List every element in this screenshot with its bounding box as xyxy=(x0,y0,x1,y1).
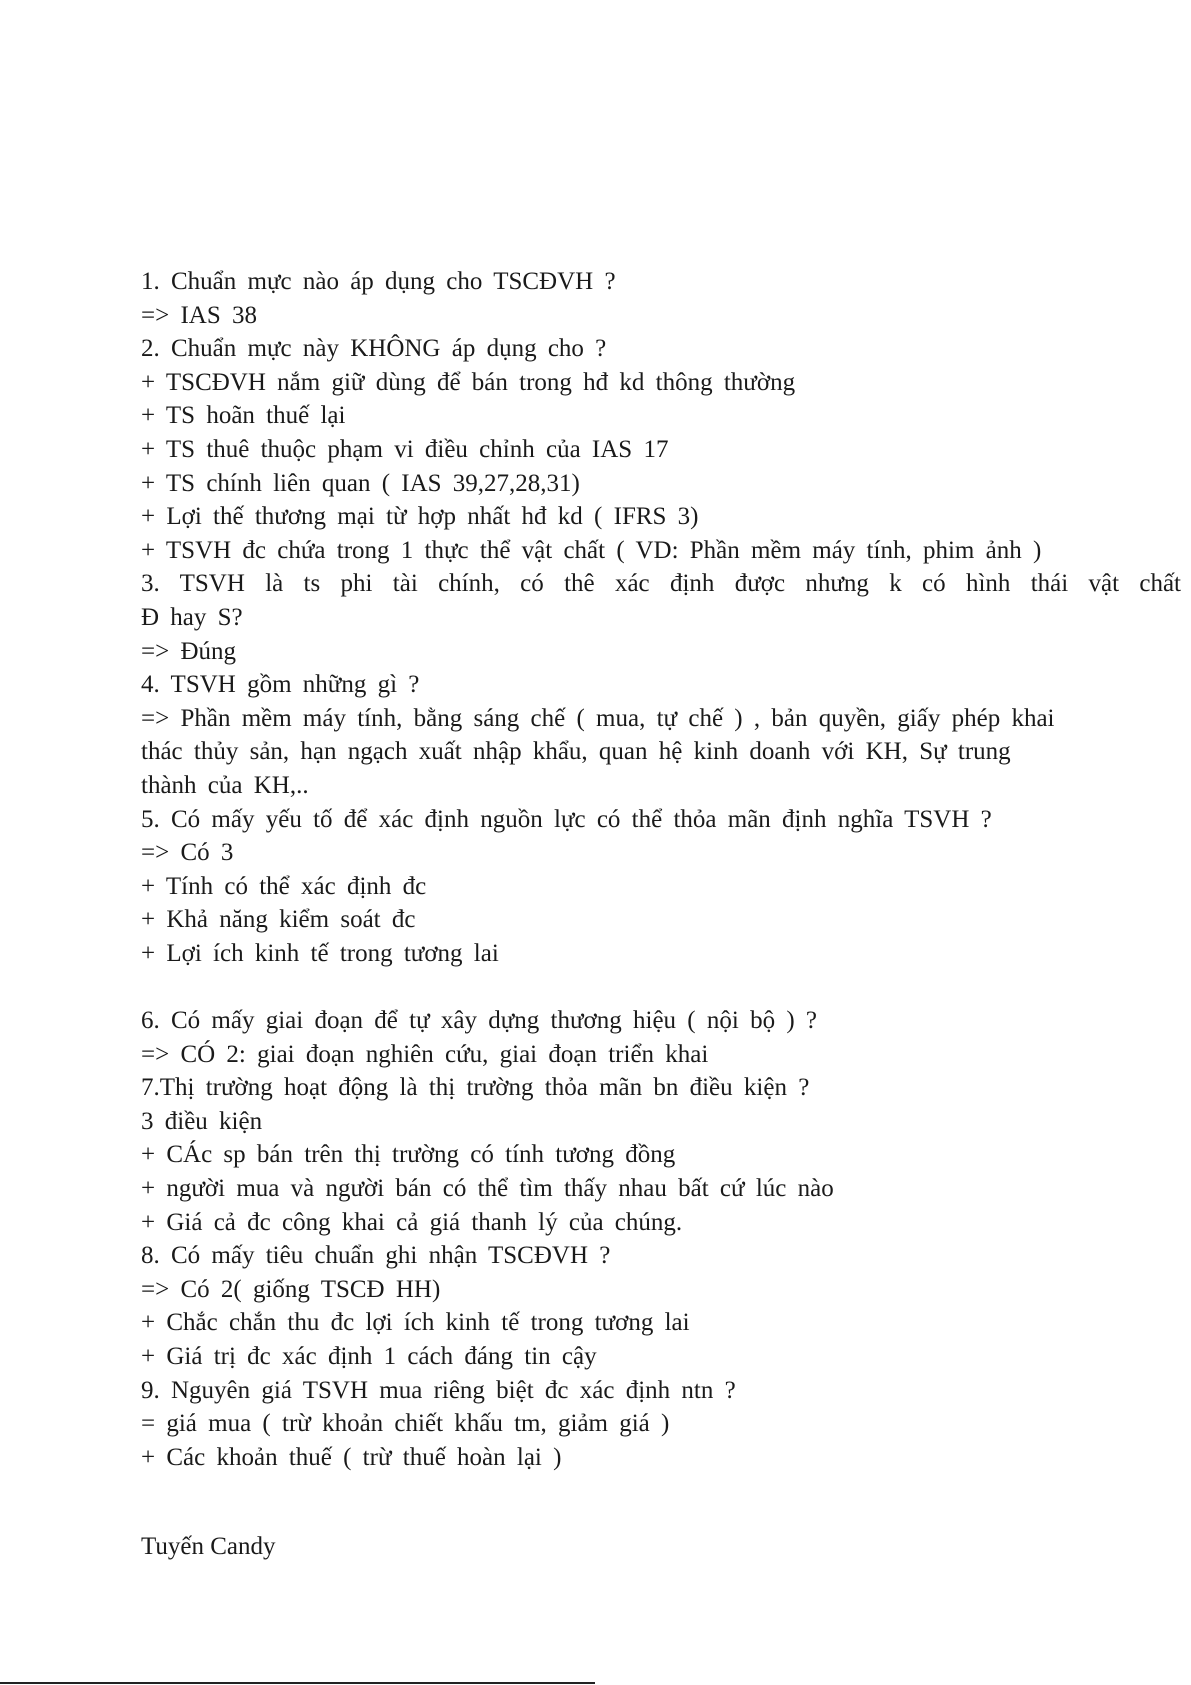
answer-5: => Có 3 xyxy=(141,839,234,867)
blank-line xyxy=(141,970,1181,1004)
author-signature: Tuyến Candy xyxy=(141,1533,276,1560)
answer-2-item: + TSCĐVH nắm giữ dùng để bán trong hđ kd thông thường xyxy=(141,368,796,396)
answer-3: => Đúng xyxy=(141,637,237,665)
answer-2-item: + TSVH đc chứa trong 1 thực thể vật chất ( VD: Phần mềm máy tính, phim ảnh ) xyxy=(141,536,1042,564)
answer-7-item: + Giá cả đc công khai cả giá thanh lý của chúng. xyxy=(141,1208,683,1236)
question-4: 4. TSVH gồm những gì ? xyxy=(141,671,420,699)
question-6: 6. Có mấy giai đoạn để tự xây dựng thương hiệu ( nội bộ ) ? xyxy=(141,1007,817,1035)
answer-2-item: + TS thuê thuộc phạm vi điều chỉnh của IAS 17 xyxy=(141,435,669,463)
answer-5-item: + Lợi ích kinh tế trong tương lai xyxy=(141,939,499,967)
document-body xyxy=(141,265,1181,1474)
answer-4: => Phần mềm máy tính, bằng sáng chế ( mua, tự chế ) , bản quyền, giấy phép khai xyxy=(141,704,1055,732)
answer-2-item: + Lợi thế thương mại từ hợp nhất hđ kd ( IFRS 3) xyxy=(141,503,699,531)
answer-6: => CÓ 2: giai đoạn nghiên cứu, giai đoạn triển khai xyxy=(141,1040,709,1068)
answer-1: => IAS 38 xyxy=(141,301,257,329)
answer-4-cont: thác thủy sản, hạn ngạch xuất nhập khẩu, quan hệ kinh doanh với KH, Sự trung xyxy=(141,738,1011,766)
question-9: 9. Nguyên giá TSVH mua riêng biệt đc xác định ntn ? xyxy=(141,1376,736,1404)
answer-8-item: + Giá trị đc xác định 1 cách đáng tin cậy xyxy=(141,1343,597,1370)
answer-2-item: + TS hoãn thuế lại xyxy=(141,402,346,430)
question-3-cont: Đ hay S? xyxy=(141,603,243,631)
question-1: 1. Chuẩn mực nào áp dụng cho TSCĐVH ? xyxy=(141,268,616,295)
answer-8: => Có 2( giống TSCĐ HH) xyxy=(141,1275,441,1303)
question-5: 5. Có mấy yếu tố để xác định nguồn lực có thể thỏa mãn định nghĩa TSVH ? xyxy=(141,805,992,833)
question-7: 7.Thị trường hoạt động là thị trường thỏa mãn bn điều kiện ? xyxy=(141,1074,810,1102)
answer-5-item: + Khả năng kiểm soát đc xyxy=(141,906,416,934)
question-3: 3. TSVH là ts phi tài chính, có thê xác định được nhưng k có hình thái vật chất xyxy=(141,570,1181,598)
answer-7-item: + CÁc sp bán trên thị trường có tính tương đồng xyxy=(141,1141,676,1169)
footer-divider xyxy=(0,1682,595,1684)
answer-5-item: + Tính có thể xác định đc xyxy=(141,872,427,900)
answer-7-item: + người mua và người bán có thể tìm thấy nhau bất cứ lúc nào xyxy=(141,1175,834,1203)
answer-2-item: + TS chính liên quan ( IAS 39,27,28,31) xyxy=(141,469,580,497)
answer-7: 3 điều kiện xyxy=(141,1107,263,1135)
answer-9: = giá mua ( trừ khoản chiết khấu tm, giảm giá ) xyxy=(141,1410,670,1438)
question-8: 8. Có mấy tiêu chuẩn ghi nhận TSCĐVH ? xyxy=(141,1242,611,1270)
answer-9-item: + Các khoản thuế ( trừ thuế hoàn lại ) xyxy=(141,1443,562,1471)
answer-4-cont: thành của KH,.. xyxy=(141,771,309,799)
answer-8-item: + Chắc chắn thu đc lợi ích kinh tế trong tương lai xyxy=(141,1309,690,1337)
question-2: 2. Chuẩn mực này KHÔNG áp dụng cho ? xyxy=(141,335,607,363)
